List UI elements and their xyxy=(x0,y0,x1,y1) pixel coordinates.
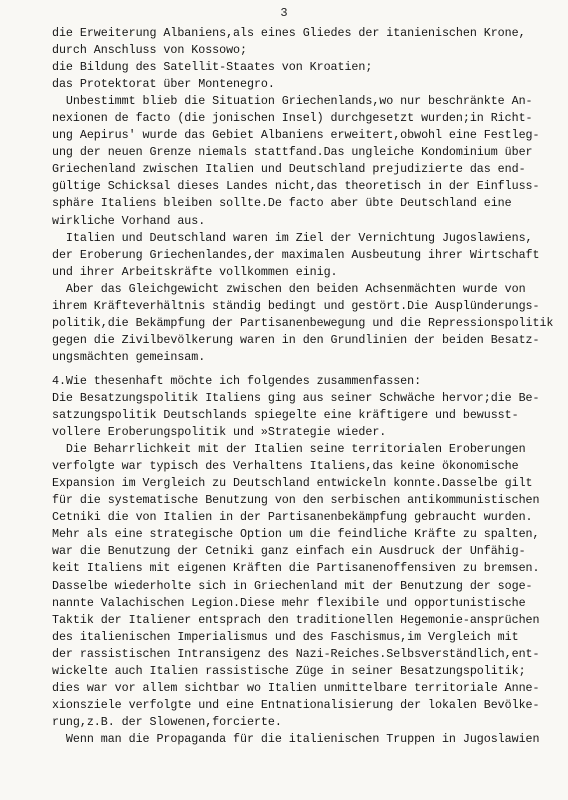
text-line: das Protektorat über Montenegro. xyxy=(52,77,275,92)
text-line: die Erweiterung Albaniens,als eines Gliedes der itanienischen Krone, xyxy=(52,26,526,40)
text-line: Italien und Deutschland waren im Ziel der Vernichtung Jugoslawiens, xyxy=(52,230,533,245)
text-line: nexionen de facto (die jonischen Insel) durchgesetzt wurden;in Richt- xyxy=(52,111,533,126)
text-line: gegen die Zivilbevölkerung waren in den Grundlinien der beiden Besatz- xyxy=(52,332,540,347)
text-line: Aber das Gleichgewicht zwischen den beiden Achsenmächten wurde von xyxy=(52,281,526,296)
text-line: xionsziele verfolgte und eine Entnationalisierung der lokalen Bevölke- xyxy=(52,697,540,712)
text-line: Die Besatzungspolitik Italiens ging aus seiner Schwäche hervor;die Be- xyxy=(52,390,540,405)
text-line: wirkliche Vorhand aus. xyxy=(52,213,206,228)
text-line: der rassistischen Intransigenz des Nazi-Reiches.Selbsverständlich,ent- xyxy=(52,646,540,661)
text-line: durch Anschluss von Kossowo; xyxy=(52,43,247,58)
text-line: keit Italiens mit eigenen Kräften die Partisanenoffensiven zu bremsen. xyxy=(52,561,540,576)
text-line: ung der neuen Grenze niemals stattfand.Das ungleiche Kondominium über xyxy=(52,145,533,160)
body-text xyxy=(52,25,552,748)
text-line: politik,die Bekämpfung der Partisanenbewegung und die Repressionspolitik xyxy=(52,315,554,330)
text-line: ung Aepirus' wurde das Gebiet Albaniens erweitert,obwohl eine Festleg- xyxy=(52,128,540,143)
text-line: gültige Schicksal dieses Landes nicht,das theoretisch in der Einfluss- xyxy=(52,179,540,194)
text-line: sphäre Italiens bleiben sollte.De facto aber übte Deutschland eine xyxy=(52,196,512,211)
text-line: Cetniki die von Italien in der Partisanenbekämpfung gebraucht wurden. xyxy=(52,510,533,525)
text-line: der Eroberung Griechenlandes,der maximalen Ausbeutung ihrer Wirtschaft xyxy=(52,247,540,262)
text-line: wickelte auch Italien rassistische Züge in seiner Besatzungspolitik; xyxy=(52,663,526,678)
text-line: satzungspolitik Deutschlands spiegelte eine kräftigere und bewusst- xyxy=(52,408,519,423)
text-line: Die Beharrlichkeit mit der Italien seine territorialen Eroberungen xyxy=(52,442,526,457)
text-line: 4.Wie thesenhaft möchte ich folgendes zusammenfassen: xyxy=(52,373,422,388)
page-number: 3 xyxy=(280,6,288,20)
text-line: Mehr als eine strategische Option um die feindliche Kräfte zu spalten, xyxy=(52,527,540,542)
text-line: verfolgte war typisch des Verhaltens Italiens,das keine ökonomische xyxy=(52,459,519,474)
text-line: dies war vor allem sichtbar wo Italien unmittelbare territoriale Anne- xyxy=(52,680,540,695)
text-line: nannte Valachischen Legion.Diese mehr flexibile und opportunistische xyxy=(52,595,526,610)
text-line: Taktik der Italiener entsprach den traditionellen Hegemonie-ansprüchen xyxy=(52,612,540,627)
text-line: vollere Eroberungspolitik und »Strategie wieder. xyxy=(52,425,387,440)
text-line: rung,z.B. der Slowenen,forcierte. xyxy=(52,714,282,729)
text-line: für die systematische Benutzung von den serbischen antikommunistischen xyxy=(52,493,540,508)
text-line: Expansion im Vergleich zu Deutschland entwickeln konnte.Dasselbe gilt xyxy=(52,476,533,491)
text-line: Griechenland zwischen Italien und Deutschland prejudizierte das end- xyxy=(52,162,526,177)
text-line: Dasselbe wiederholte sich in Griechenland mit der Benutzung der soge- xyxy=(52,578,533,593)
text-line: die Bildung des Satellit-Staates von Kroatien; xyxy=(52,60,373,75)
text-line: Unbestimmt blieb die Situation Griechenlands,wo nur beschränkte An- xyxy=(52,94,533,109)
text-line: des italienischen Imperialismus und des Faschismus,im Vergleich mit xyxy=(52,629,519,644)
text-line: ungsmächten gemeinsam. xyxy=(52,349,206,364)
text-line: war die Benutzung der Cetniki ganz einfach ein Ausdruck der Unfähig- xyxy=(52,544,526,559)
text-line xyxy=(52,366,552,373)
text-line: ihrem Kräfteverhältnis ständig bedingt und gestört.Die Ausplünderungs- xyxy=(52,298,540,313)
text-line: und ihrer Arbeitskräfte vollkommen einig. xyxy=(52,264,338,279)
text-line: Wenn man die Propaganda für die italienischen Truppen in Jugoslawien xyxy=(52,731,540,746)
